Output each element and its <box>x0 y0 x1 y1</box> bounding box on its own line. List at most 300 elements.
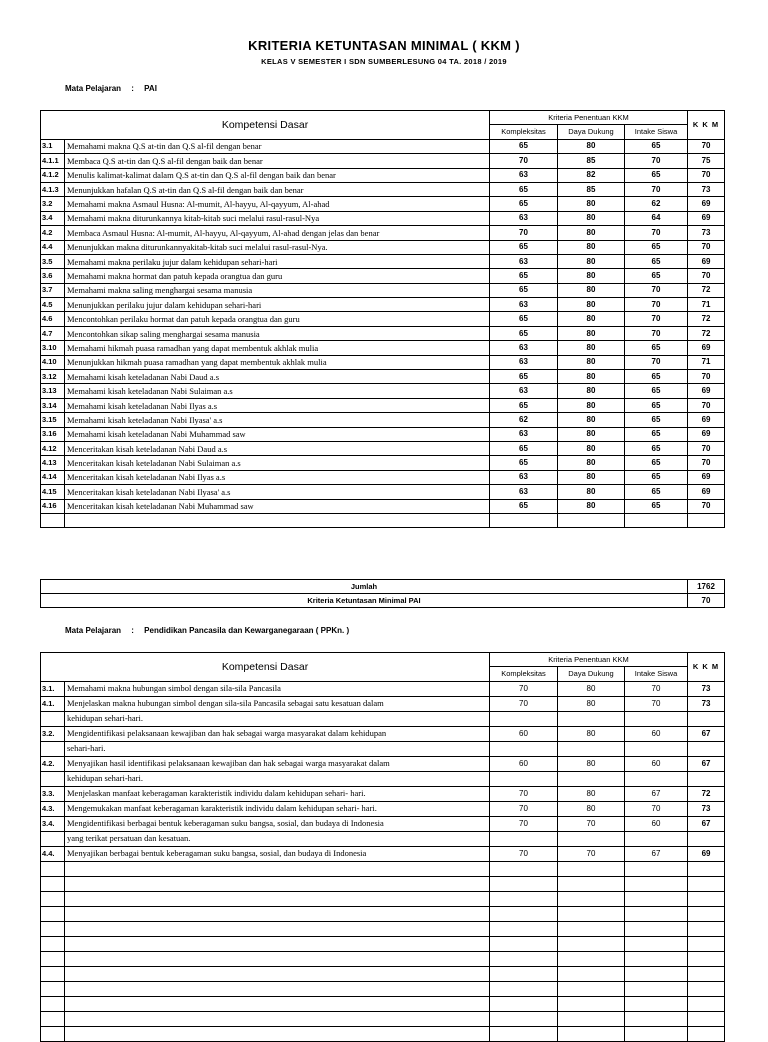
kkm-cell: 72 <box>688 312 725 326</box>
kompetensi-dasar-cell: Memahami makna Q.S at-tin dan Q.S al-fil dengan benar <box>65 139 490 153</box>
kompleksitas-cell <box>490 741 558 756</box>
subject-label: Mata Pelajaran <box>65 626 122 635</box>
subject-line-ppkn <box>65 626 349 635</box>
summary-table-pai <box>40 579 725 608</box>
row-number: 4.10 <box>41 355 65 369</box>
kompetensi-dasar-cell: kehidupan sehari-hari. <box>65 711 490 726</box>
kompetensi-dasar-cell: Memahami kisah keteladanan Nabi Daud a.s <box>65 370 490 384</box>
kkm-cell: 69 <box>688 254 725 268</box>
row-number <box>41 771 65 786</box>
kkm-table-ppkn <box>40 652 725 1042</box>
table-body-pai <box>41 139 725 528</box>
kompleksitas-cell: 63 <box>490 211 558 225</box>
table-row <box>41 1026 725 1041</box>
intake-siswa-cell <box>625 981 688 996</box>
daya-dukung-cell <box>558 831 625 846</box>
subject-value: Pendidikan Pancasila dan Kewarganegaraan ( PPKn. ) <box>144 626 350 635</box>
table-row <box>41 696 725 711</box>
document-title: KRITERIA KETUNTASAN MINIMAL ( KKM ) <box>248 38 520 53</box>
kkm-cell: 72 <box>688 283 725 297</box>
table-row <box>41 981 725 996</box>
row-number: 4.4 <box>41 240 65 254</box>
kkm-cell <box>688 1011 725 1026</box>
kompetensi-dasar-cell: Memahami makna saling menghargai sesama manusia <box>65 283 490 297</box>
kompetensi-dasar-cell: Mengidentifikasi pelaksanaan kewajiban dan hak sebagai warga masyarakat dalam kehidupan <box>65 726 490 741</box>
table-row <box>41 726 725 741</box>
daya-dukung-cell: 80 <box>558 456 625 470</box>
row-number: 4.1. <box>41 696 65 711</box>
subject-value: PAI <box>144 84 157 93</box>
kompetensi-dasar-cell: Menjelaskan manfaat keberagaman karakteristik individu dalam kehidupan sehari- hari. <box>65 786 490 801</box>
table-row <box>41 906 725 921</box>
kkm-cell: 73 <box>688 182 725 196</box>
kompleksitas-cell: 63 <box>490 470 558 484</box>
row-number <box>41 831 65 846</box>
kompleksitas-cell: 62 <box>490 413 558 427</box>
table-row <box>41 996 725 1011</box>
table-row <box>41 370 725 384</box>
kompetensi-dasar-cell: Mengemukakan manfaat keberagaman karakteristik individu dalam kehidupan sehari- hari. <box>65 801 490 816</box>
kompetensi-dasar-cell: Menceritakan kisah keteladanan Nabi Ilyasa' a.s <box>65 485 490 499</box>
kompetensi-dasar-cell: Memahami makna diturunkannya kitab-kitab suci melalui rasul-rasul-Nya <box>65 211 490 225</box>
table-row <box>41 771 725 786</box>
table-row <box>41 513 725 527</box>
daya-dukung-cell: 80 <box>558 398 625 412</box>
kompleksitas-cell: 65 <box>490 240 558 254</box>
table-row <box>41 786 725 801</box>
jumlah-value: 1762 <box>688 580 725 594</box>
kkm-cell: 70 <box>688 499 725 513</box>
table-row <box>41 951 725 966</box>
kompleksitas-cell: 65 <box>490 326 558 340</box>
kompleksitas-cell: 70 <box>490 154 558 168</box>
kompetensi-dasar-cell: Memahami makna Asmaul Husna: Al-mumit, Al-hayyu, Al-qayyum, Al-ahad <box>65 197 490 211</box>
row-number: 4.1.1 <box>41 154 65 168</box>
kompleksitas-cell: 63 <box>490 168 558 182</box>
kkm-cell: 69 <box>688 413 725 427</box>
row-number <box>41 951 65 966</box>
kompleksitas-cell <box>490 951 558 966</box>
intake-siswa-cell <box>625 996 688 1011</box>
kkm-cell <box>688 741 725 756</box>
daya-dukung-cell <box>558 711 625 726</box>
kompleksitas-cell: 63 <box>490 427 558 441</box>
daya-dukung-cell: 80 <box>558 283 625 297</box>
kompetensi-dasar-cell: Memahami hikmah puasa ramadhan yang dapat membentuk akhlak mulia <box>65 341 490 355</box>
intake-siswa-cell: 60 <box>625 756 688 771</box>
table-row <box>41 154 725 168</box>
header-intake-siswa: Intake Siswa <box>625 125 688 139</box>
intake-siswa-cell <box>625 771 688 786</box>
daya-dukung-cell: 80 <box>558 681 625 696</box>
kkm-cell <box>688 966 725 981</box>
header-kompetensi-dasar: Kompetensi Dasar <box>41 653 490 682</box>
table-row <box>41 240 725 254</box>
intake-siswa-cell <box>625 1011 688 1026</box>
intake-siswa-cell: 60 <box>625 816 688 831</box>
daya-dukung-cell: 80 <box>558 370 625 384</box>
daya-dukung-cell <box>558 996 625 1011</box>
kompleksitas-cell <box>490 936 558 951</box>
kkm-cell: 70 <box>688 139 725 153</box>
row-number: 3.7 <box>41 283 65 297</box>
kompetensi-dasar-cell: Menceritakan kisah keteladanan Nabi Sulaiman a.s <box>65 456 490 470</box>
kompetensi-dasar-cell: Menunjukkan hafalan Q.S at-tin dan Q.S al-fil dengan baik dan benar <box>65 182 490 196</box>
kompleksitas-cell <box>490 771 558 786</box>
kompetensi-dasar-cell: Menunjukkan perilaku jujur dalam kehidupan sehari-hari <box>65 298 490 312</box>
daya-dukung-cell: 80 <box>558 756 625 771</box>
intake-siswa-cell: 65 <box>625 456 688 470</box>
kkm-cell <box>688 996 725 1011</box>
kompetensi-dasar-cell <box>65 906 490 921</box>
kkm-cell: 73 <box>688 801 725 816</box>
daya-dukung-cell: 80 <box>558 696 625 711</box>
table-row <box>41 326 725 340</box>
kompetensi-dasar-cell: Membaca Asmaul Husna: Al-mumit, Al-hayyu, Al-qayyum, Al-ahad dengan jelas dan benar <box>65 226 490 240</box>
table-row <box>41 341 725 355</box>
row-number: 3.12 <box>41 370 65 384</box>
kkm-cell: 70 <box>688 456 725 470</box>
daya-dukung-cell: 80 <box>558 470 625 484</box>
kompetensi-dasar-cell: Menjelaskan makna hubungan simbol dengan sila-sila Pancasila sebagai satu kesatuan dalam <box>65 696 490 711</box>
table-row <box>41 398 725 412</box>
intake-siswa-cell <box>625 711 688 726</box>
daya-dukung-cell <box>558 876 625 891</box>
table-row <box>41 456 725 470</box>
row-number: 3.3. <box>41 786 65 801</box>
table-row <box>41 312 725 326</box>
intake-siswa-cell: 65 <box>625 413 688 427</box>
intake-siswa-cell: 70 <box>625 226 688 240</box>
table-row <box>41 846 725 861</box>
kkm-cell: 69 <box>688 470 725 484</box>
table-row <box>41 441 725 455</box>
daya-dukung-cell: 80 <box>558 226 625 240</box>
kkm-cell: 73 <box>688 226 725 240</box>
kkm-cell: 67 <box>688 726 725 741</box>
row-number <box>41 996 65 1011</box>
kompleksitas-cell: 70 <box>490 801 558 816</box>
kompleksitas-cell: 65 <box>490 283 558 297</box>
kompetensi-dasar-cell <box>65 861 490 876</box>
kompleksitas-cell: 65 <box>490 456 558 470</box>
kkm-cell: 67 <box>688 756 725 771</box>
intake-siswa-cell: 70 <box>625 801 688 816</box>
kompetensi-dasar-cell <box>65 951 490 966</box>
kompetensi-dasar-cell: Menceritakan kisah keteladanan Nabi Ilyas a.s <box>65 470 490 484</box>
kompleksitas-cell <box>490 876 558 891</box>
row-number: 3.1. <box>41 681 65 696</box>
intake-siswa-cell: 65 <box>625 384 688 398</box>
table-row <box>41 211 725 225</box>
row-number: 3.10 <box>41 341 65 355</box>
row-number: 3.1 <box>41 139 65 153</box>
kompleksitas-cell <box>490 831 558 846</box>
row-number: 3.4 <box>41 211 65 225</box>
daya-dukung-cell: 85 <box>558 182 625 196</box>
kompetensi-dasar-cell <box>65 966 490 981</box>
daya-dukung-cell <box>558 966 625 981</box>
daya-dukung-cell: 80 <box>558 413 625 427</box>
row-number: 3.16 <box>41 427 65 441</box>
daya-dukung-cell: 70 <box>558 816 625 831</box>
table-row <box>41 226 725 240</box>
intake-siswa-cell <box>625 906 688 921</box>
daya-dukung-cell: 80 <box>558 441 625 455</box>
kompetensi-dasar-cell: Menyajikan berbagai bentuk keberagaman suku bangsa, sosial, dan budaya di Indonesia <box>65 846 490 861</box>
kompetensi-dasar-cell: Mengidentifikasi berbagai bentuk keberagaman suku bangsa, sosial, dan budaya di Indonesia <box>65 816 490 831</box>
table-row <box>41 831 725 846</box>
kompetensi-dasar-cell: kehidupan sehari-hari. <box>65 771 490 786</box>
intake-siswa-cell: 70 <box>625 182 688 196</box>
table-row <box>41 801 725 816</box>
table-row <box>41 891 725 906</box>
intake-siswa-cell <box>625 831 688 846</box>
intake-siswa-cell <box>625 921 688 936</box>
intake-siswa-cell: 70 <box>625 696 688 711</box>
kompleksitas-cell <box>490 513 558 527</box>
table-row <box>41 816 725 831</box>
kkm-cell <box>688 711 725 726</box>
daya-dukung-cell: 80 <box>558 312 625 326</box>
table-row <box>41 1011 725 1026</box>
table-row <box>41 197 725 211</box>
kompleksitas-cell <box>490 1026 558 1041</box>
kompleksitas-cell: 65 <box>490 370 558 384</box>
header-daya-dukung: Daya Dukung <box>558 125 625 139</box>
subject-separator: : <box>131 84 134 93</box>
kompleksitas-cell <box>490 981 558 996</box>
daya-dukung-cell <box>558 906 625 921</box>
document-subtitle: KELAS V SEMESTER I SDN SUMBERLESUNG 04 TA. 2018 / 2019 <box>261 57 507 66</box>
header-daya-dukung: Daya Dukung <box>558 667 625 681</box>
daya-dukung-cell <box>558 1011 625 1026</box>
kompetensi-dasar-cell: Menceritakan kisah keteladanan Nabi Muhammad saw <box>65 499 490 513</box>
header-intake-siswa: Intake Siswa <box>625 667 688 681</box>
daya-dukung-cell: 80 <box>558 139 625 153</box>
intake-siswa-cell: 65 <box>625 470 688 484</box>
table-row <box>41 168 725 182</box>
row-number <box>41 876 65 891</box>
intake-siswa-cell: 65 <box>625 441 688 455</box>
kompetensi-dasar-cell: yang terikat persatuan dan kesatuan. <box>65 831 490 846</box>
daya-dukung-cell: 80 <box>558 326 625 340</box>
table-row <box>41 499 725 513</box>
kompleksitas-cell <box>490 1011 558 1026</box>
kkm-cell <box>688 513 725 527</box>
daya-dukung-cell: 80 <box>558 485 625 499</box>
row-number <box>41 861 65 876</box>
kompleksitas-cell: 65 <box>490 441 558 455</box>
daya-dukung-cell <box>558 936 625 951</box>
row-number: 4.14 <box>41 470 65 484</box>
kompetensi-dasar-cell <box>65 513 490 527</box>
row-number: 4.7 <box>41 326 65 340</box>
row-number: 4.2. <box>41 756 65 771</box>
kompleksitas-cell: 63 <box>490 341 558 355</box>
row-number: 3.5 <box>41 254 65 268</box>
table-row <box>41 876 725 891</box>
kompleksitas-cell: 70 <box>490 786 558 801</box>
row-number: 3.4. <box>41 816 65 831</box>
table-row <box>41 384 725 398</box>
kompetensi-dasar-cell: Mencontohkan sikap saling menghargai sesama manusia <box>65 326 490 340</box>
subject-line-pai <box>65 84 157 93</box>
row-number: 3.15 <box>41 413 65 427</box>
intake-siswa-cell: 65 <box>625 341 688 355</box>
kompleksitas-cell: 63 <box>490 254 558 268</box>
table-row <box>41 427 725 441</box>
table-row <box>41 681 725 696</box>
kompetensi-dasar-cell <box>65 1011 490 1026</box>
row-number <box>41 1026 65 1041</box>
header-kompetensi-dasar: Kompetensi Dasar <box>41 111 490 140</box>
kompleksitas-cell <box>490 966 558 981</box>
row-number <box>41 513 65 527</box>
row-number: 3.2. <box>41 726 65 741</box>
kkm-cell: 72 <box>688 786 725 801</box>
table-row <box>41 756 725 771</box>
daya-dukung-cell: 70 <box>558 846 625 861</box>
kompleksitas-cell <box>490 906 558 921</box>
kkm-cell <box>688 951 725 966</box>
kompleksitas-cell <box>490 996 558 1011</box>
kompetensi-dasar-cell: Memahami kisah keteladanan Nabi Muhammad saw <box>65 427 490 441</box>
kkm-cell: 70 <box>688 168 725 182</box>
row-number: 4.6 <box>41 312 65 326</box>
subject-separator: : <box>131 626 134 635</box>
intake-siswa-cell: 67 <box>625 846 688 861</box>
intake-siswa-cell: 70 <box>625 326 688 340</box>
kompetensi-dasar-cell: Memahami kisah keteladanan Nabi Ilyas a.s <box>65 398 490 412</box>
kkm-cell: 67 <box>688 816 725 831</box>
daya-dukung-cell: 80 <box>558 801 625 816</box>
row-number: 3.14 <box>41 398 65 412</box>
row-number: 4.5 <box>41 298 65 312</box>
kompetensi-dasar-cell <box>65 921 490 936</box>
row-number: 4.12 <box>41 441 65 455</box>
daya-dukung-cell <box>558 861 625 876</box>
intake-siswa-cell: 65 <box>625 240 688 254</box>
kompleksitas-cell: 65 <box>490 197 558 211</box>
kkm-pai-label: Kriteria Ketuntasan Minimal PAI <box>41 594 688 608</box>
table-row <box>41 485 725 499</box>
kkm-cell <box>688 906 725 921</box>
kkm-cell: 69 <box>688 384 725 398</box>
row-number: 4.16 <box>41 499 65 513</box>
kompetensi-dasar-cell: Memahami makna perilaku jujur dalam kehidupan sehari-hari <box>65 254 490 268</box>
table-row <box>41 470 725 484</box>
row-number: 4.15 <box>41 485 65 499</box>
intake-siswa-cell: 65 <box>625 139 688 153</box>
daya-dukung-cell <box>558 513 625 527</box>
daya-dukung-cell: 80 <box>558 254 625 268</box>
kkm-cell: 70 <box>688 441 725 455</box>
kompleksitas-cell: 65 <box>490 398 558 412</box>
kompleksitas-cell <box>490 861 558 876</box>
subject-label: Mata Pelajaran <box>65 84 122 93</box>
jumlah-label: Jumlah <box>41 580 688 594</box>
kompleksitas-cell: 65 <box>490 182 558 196</box>
kompetensi-dasar-cell: Memahami kisah keteladanan Nabi Sulaiman a.s <box>65 384 490 398</box>
daya-dukung-cell: 80 <box>558 384 625 398</box>
kompetensi-dasar-cell <box>65 1026 490 1041</box>
daya-dukung-cell <box>558 1026 625 1041</box>
daya-dukung-cell: 80 <box>558 355 625 369</box>
kompleksitas-cell: 63 <box>490 298 558 312</box>
table-body-ppkn <box>41 681 725 1041</box>
kompleksitas-cell <box>490 711 558 726</box>
intake-siswa-cell: 65 <box>625 499 688 513</box>
table-row <box>41 711 725 726</box>
table-row <box>41 966 725 981</box>
kompleksitas-cell: 70 <box>490 696 558 711</box>
row-number <box>41 891 65 906</box>
table-row <box>41 182 725 196</box>
kompleksitas-cell: 63 <box>490 485 558 499</box>
daya-dukung-cell: 80 <box>558 211 625 225</box>
intake-siswa-cell <box>625 513 688 527</box>
row-number: 4.1.2 <box>41 168 65 182</box>
header-kkm: K K M <box>688 111 725 140</box>
kompleksitas-cell <box>490 891 558 906</box>
kkm-pai-value: 70 <box>688 594 725 608</box>
kkm-cell: 69 <box>688 211 725 225</box>
intake-siswa-cell: 65 <box>625 269 688 283</box>
kompetensi-dasar-cell: Menunjukkan hikmah puasa ramadhan yang dapat membentuk akhlak mulia <box>65 355 490 369</box>
row-number <box>41 936 65 951</box>
daya-dukung-cell <box>558 741 625 756</box>
header-kompleksitas: Kompleksitas <box>490 667 558 681</box>
kkm-cell <box>688 981 725 996</box>
kompetensi-dasar-cell: Menyajikan hasil identifikasi pelaksanaan kewajiban dan hak sebagai warga masyarakat dalam <box>65 756 490 771</box>
kompleksitas-cell: 70 <box>490 681 558 696</box>
row-number: 4.1.3 <box>41 182 65 196</box>
kkm-cell: 70 <box>688 398 725 412</box>
header-kompleksitas: Kompleksitas <box>490 125 558 139</box>
header-kriteria-penentuan: Kriteria Penentuan KKM <box>490 653 688 667</box>
kkm-cell <box>688 861 725 876</box>
kompetensi-dasar-cell: Menceritakan kisah keteladanan Nabi Daud a.s <box>65 441 490 455</box>
kkm-cell: 69 <box>688 197 725 211</box>
daya-dukung-cell: 80 <box>558 341 625 355</box>
intake-siswa-cell: 67 <box>625 786 688 801</box>
row-number <box>41 711 65 726</box>
kompleksitas-cell: 70 <box>490 846 558 861</box>
kkm-cell <box>688 936 725 951</box>
kkm-cell: 70 <box>688 269 725 283</box>
daya-dukung-cell <box>558 981 625 996</box>
kkm-cell <box>688 921 725 936</box>
kkm-cell: 69 <box>688 427 725 441</box>
row-number <box>41 1011 65 1026</box>
intake-siswa-cell: 70 <box>625 312 688 326</box>
intake-siswa-cell: 70 <box>625 298 688 312</box>
kkm-cell: 69 <box>688 846 725 861</box>
kkm-cell <box>688 831 725 846</box>
row-number <box>41 906 65 921</box>
row-number: 4.3. <box>41 801 65 816</box>
intake-siswa-cell: 60 <box>625 726 688 741</box>
intake-siswa-cell <box>625 741 688 756</box>
intake-siswa-cell: 65 <box>625 427 688 441</box>
kkm-table-pai <box>40 110 725 528</box>
kompleksitas-cell: 60 <box>490 756 558 771</box>
daya-dukung-cell: 80 <box>558 298 625 312</box>
kkm-cell <box>688 876 725 891</box>
table-row <box>41 139 725 153</box>
daya-dukung-cell: 82 <box>558 168 625 182</box>
